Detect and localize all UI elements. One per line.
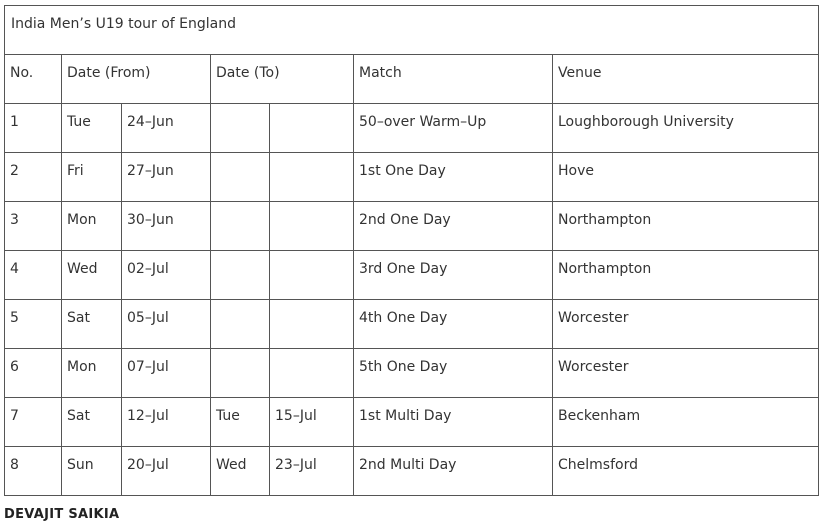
cell-from-date: 07–Jul [122,349,211,398]
header-date-from: Date (From) [62,55,211,104]
cell-match: 2nd One Day [354,202,553,251]
cell-venue: Hove [553,153,819,202]
cell-from-date: 27–Jun [122,153,211,202]
caption-row [5,6,819,55]
tour-schedule-table [4,5,819,496]
cell-venue: Loughborough University [553,104,819,153]
cell-venue: Chelmsford [553,447,819,496]
cell-match: 1st Multi Day [354,398,553,447]
cell-to-date [270,202,354,251]
byline: DEVAJIT SAIKIA [4,507,120,522]
cell-to-date: 15–Jul [270,398,354,447]
cell-to-date [270,104,354,153]
cell-to-date [270,300,354,349]
cell-no: 3 [5,202,62,251]
cell-no: 7 [5,398,62,447]
cell-to-date [270,251,354,300]
cell-from-day: Fri [62,153,122,202]
cell-venue: Northampton [553,251,819,300]
cell-from-day: Mon [62,349,122,398]
table-row [5,398,819,447]
header-row [5,55,819,104]
cell-match: 4th One Day [354,300,553,349]
cell-no: 8 [5,447,62,496]
cell-to-day: Wed [211,447,270,496]
cell-from-day: Sun [62,447,122,496]
cell-from-date: 05–Jul [122,300,211,349]
cell-to-day [211,300,270,349]
cell-from-day: Wed [62,251,122,300]
cell-venue: Worcester [553,349,819,398]
cell-venue: Worcester [553,300,819,349]
table-row [5,251,819,300]
cell-from-date: 30–Jun [122,202,211,251]
cell-match: 3rd One Day [354,251,553,300]
cell-match: 5th One Day [354,349,553,398]
table-row [5,447,819,496]
cell-from-day: Tue [62,104,122,153]
cell-from-date: 02–Jul [122,251,211,300]
table-row [5,349,819,398]
header-date-to: Date (To) [211,55,354,104]
table-row [5,300,819,349]
cell-to-day [211,153,270,202]
cell-from-day: Sat [62,398,122,447]
cell-to-day [211,202,270,251]
cell-to-day [211,349,270,398]
cell-from-day: Sat [62,300,122,349]
cell-match: 1st One Day [354,153,553,202]
cell-no: 2 [5,153,62,202]
cell-no: 5 [5,300,62,349]
cell-from-date: 12–Jul [122,398,211,447]
table-row [5,202,819,251]
cell-no: 6 [5,349,62,398]
header-no: No. [5,55,62,104]
cell-venue: Beckenham [553,398,819,447]
cell-venue: Northampton [553,202,819,251]
cell-match: 2nd Multi Day [354,447,553,496]
cell-to-date: 23–Jul [270,447,354,496]
cell-to-day [211,104,270,153]
table-caption: India Men’s U19 tour of England [5,6,819,55]
cell-to-day: Tue [211,398,270,447]
cell-from-date: 20–Jul [122,447,211,496]
cell-no: 1 [5,104,62,153]
cell-from-day: Mon [62,202,122,251]
header-match: Match [354,55,553,104]
cell-to-date [270,153,354,202]
cell-from-date: 24–Jun [122,104,211,153]
cell-to-date [270,349,354,398]
table-row [5,104,819,153]
table-row [5,153,819,202]
header-venue: Venue [553,55,819,104]
cell-to-day [211,251,270,300]
cell-no: 4 [5,251,62,300]
cell-match: 50–over Warm–Up [354,104,553,153]
